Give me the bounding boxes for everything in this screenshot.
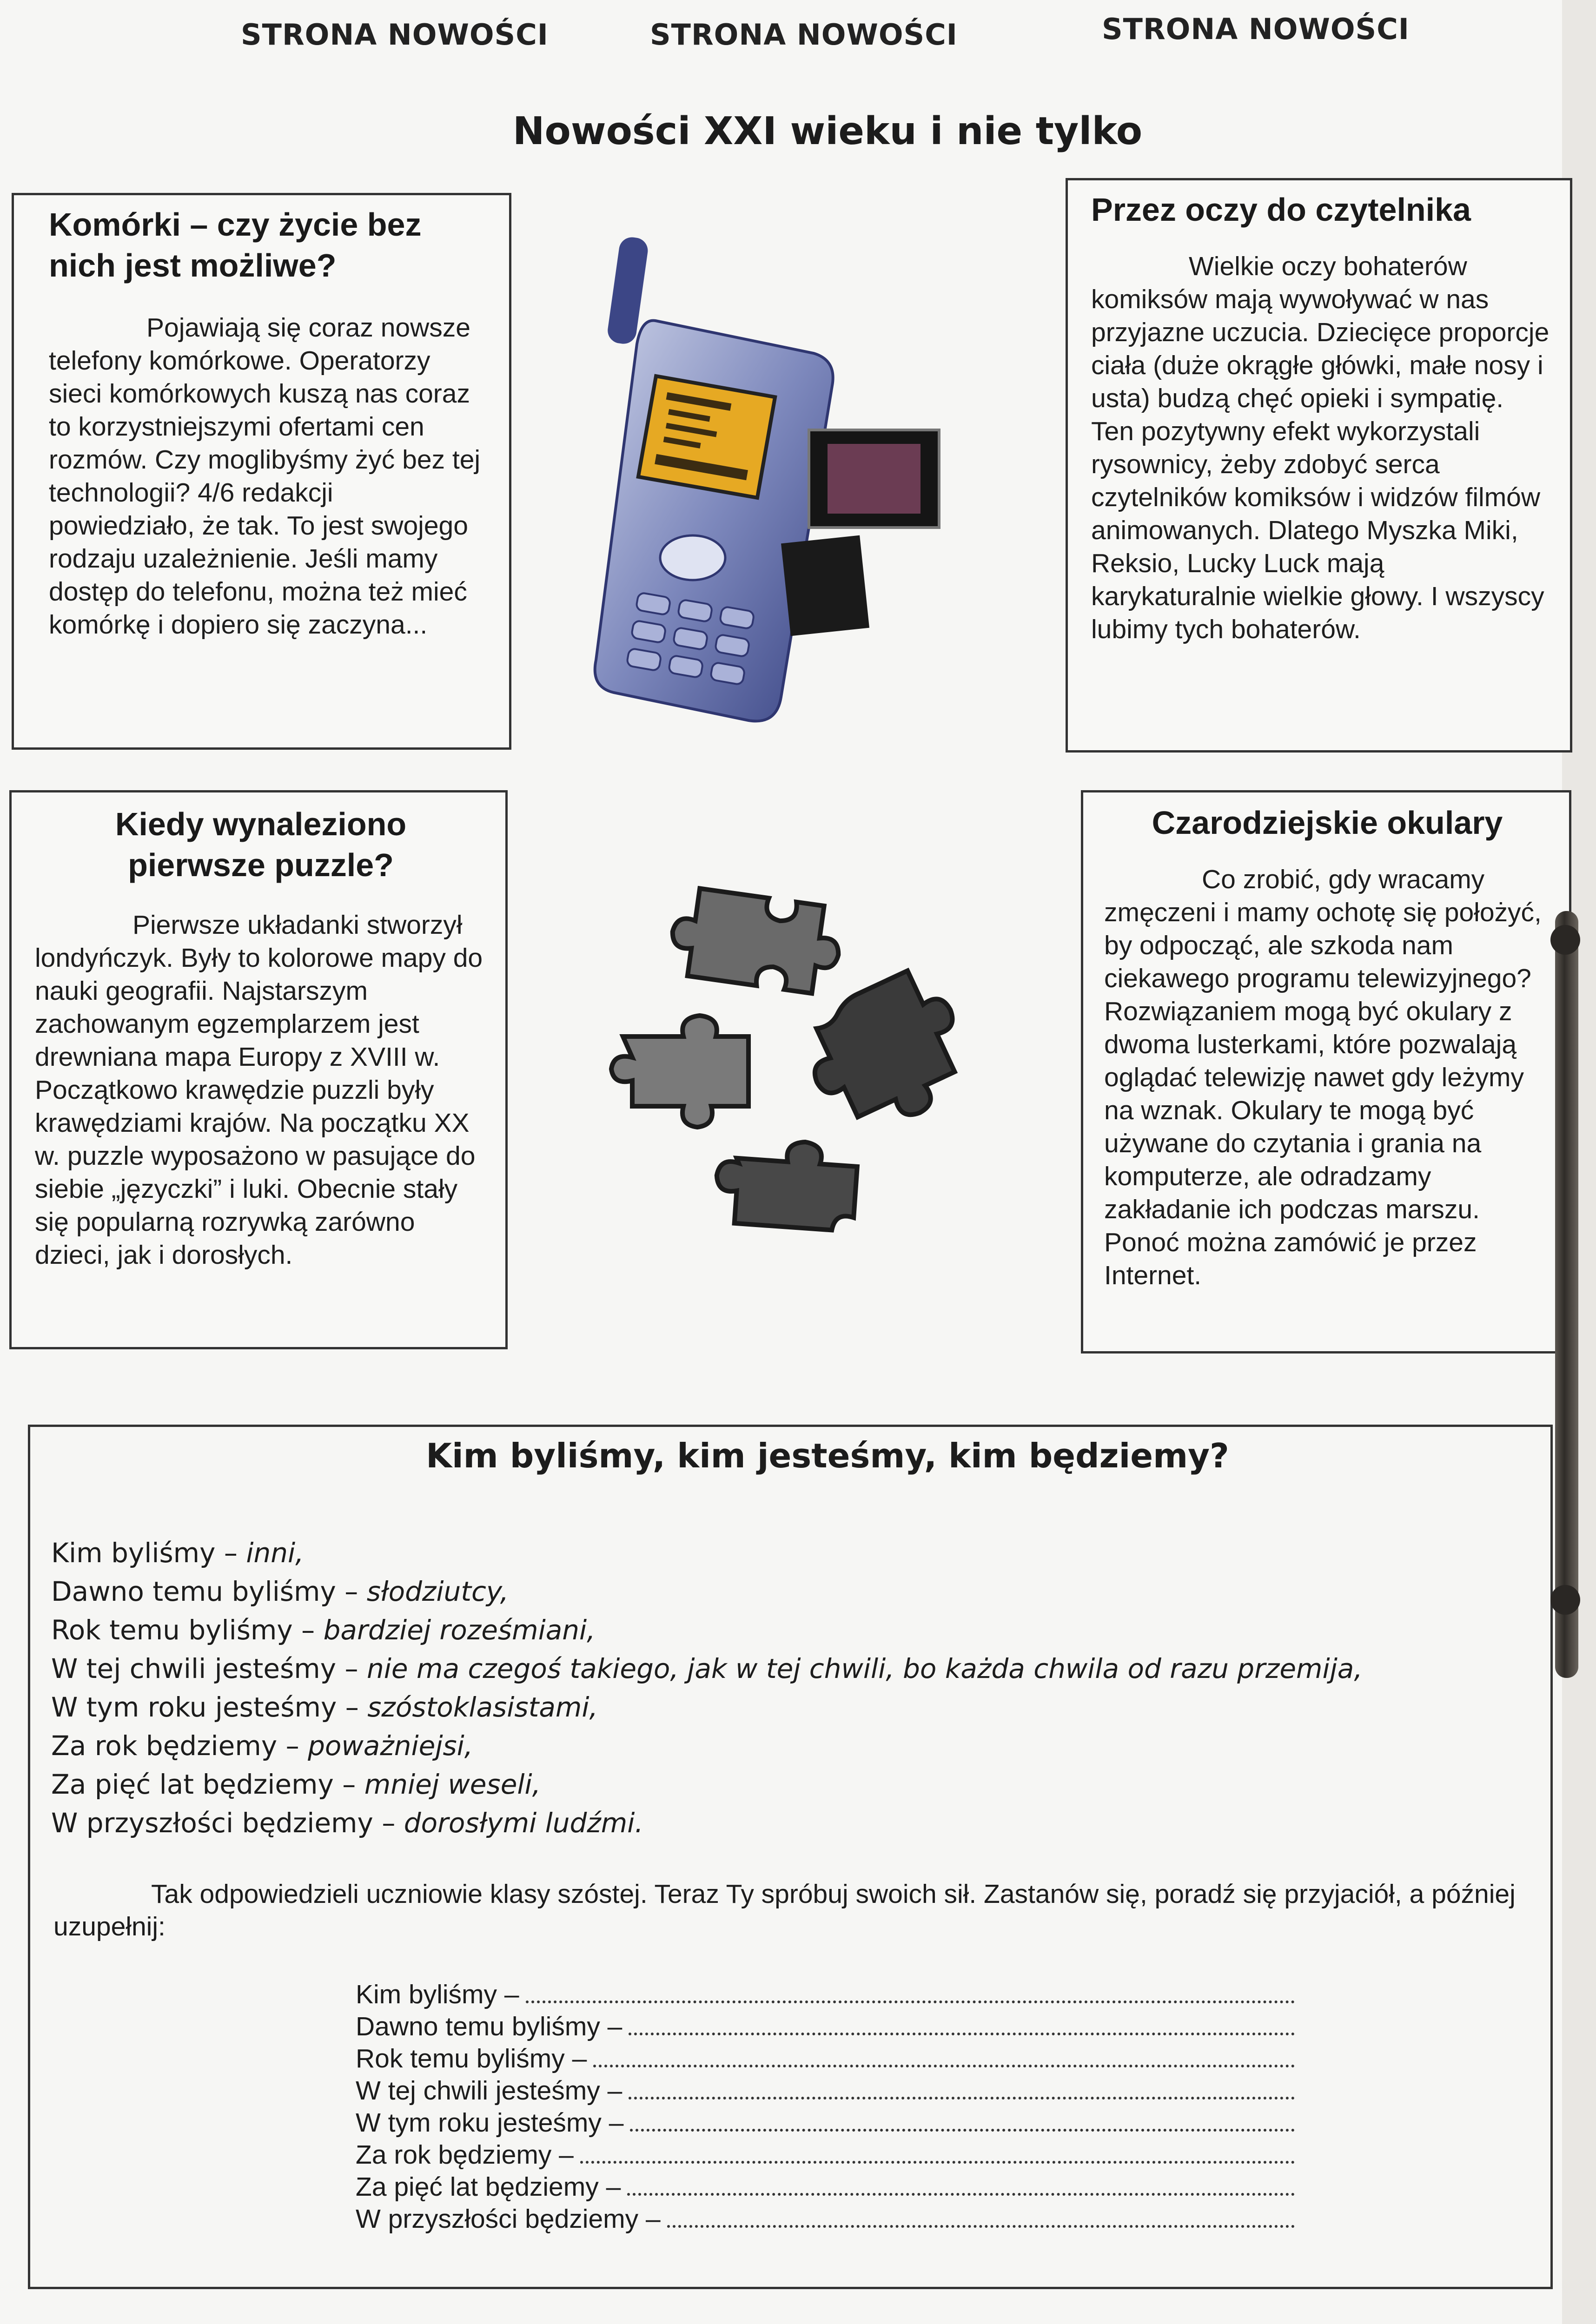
section-header-right: STRONA NOWOŚCI — [1102, 12, 1410, 46]
fill-in-blank[interactable] — [593, 2065, 1295, 2067]
fill-in-blank[interactable] — [580, 2161, 1295, 2164]
punch-hole — [1550, 925, 1580, 955]
poem-line — [51, 1765, 1363, 1804]
poem-line-prefix: Rok temu byliśmy – — [51, 1614, 324, 1646]
fill-in-exercise — [356, 1978, 1295, 2234]
poem-line — [51, 1650, 1363, 1688]
fill-in-label: Za rok będziemy – — [356, 2140, 574, 2170]
poem-line-answer: nie ma czegoś takiego, jak w tej chwili, bo każda chwila od razu przemija, — [366, 1653, 1363, 1684]
fill-in-row[interactable] — [356, 2138, 1295, 2170]
fill-in-row[interactable] — [356, 2106, 1295, 2138]
poem-line-prefix: Za rok będziemy – — [51, 1730, 308, 1762]
fill-in-row[interactable] — [356, 2074, 1295, 2106]
poem-line-prefix: W tej chwili jesteśmy – — [51, 1653, 367, 1684]
poem-line-answer: inni, — [246, 1537, 304, 1569]
fill-in-blank[interactable] — [630, 2129, 1295, 2132]
mobile-phone-image — [586, 232, 958, 734]
fill-in-label: Kim byliśmy – — [356, 1980, 519, 2009]
article-phones — [12, 193, 511, 750]
poem-line-prefix: Dawno temu byliśmy – — [51, 1576, 367, 1607]
fill-in-label: Za pięć lat będziemy – — [356, 2172, 621, 2202]
fill-in-row[interactable] — [356, 1978, 1295, 2010]
section-header-left: STRONA NOWOŚCI — [241, 18, 549, 52]
fill-in-row[interactable] — [356, 2010, 1295, 2042]
punch-hole — [1550, 1585, 1580, 1615]
fill-in-blank[interactable] — [667, 2225, 1295, 2228]
fill-in-blank[interactable] — [627, 2193, 1295, 2196]
poem-line — [51, 1804, 1363, 1842]
fill-in-row[interactable] — [356, 2042, 1295, 2074]
page-title: Nowości XXI wieku i nie tylko — [512, 109, 1143, 153]
poem-title: Kim byliśmy, kim jesteśmy, kim będziemy? — [426, 1436, 1229, 1475]
article-puzzle-title: Kiedy wynaleziono pierwsze puzzle? — [115, 806, 407, 883]
article-phones-text: Pojawiają się coraz nowsze telefony komórkowe. Operatorzy sieci komórkowych kuszą nas coraz to korzystniejszymi ofertami cen rozmów. Czy moglibyśmy żyć bez tej technologii? 4/6 redakcji powiedziało, że tak. To jest swojego rodzaju uzależnienie. Jeśli mamy dostęp do telefonu, można też mieć komórkę i dopiero się zaczyna... — [49, 313, 481, 640]
poem-line-prefix: W przyszłości będziemy – — [51, 1807, 404, 1839]
poem-line-prefix: Kim byliśmy – — [51, 1537, 246, 1569]
fill-in-blank[interactable] — [629, 2033, 1295, 2035]
poem-line — [51, 1688, 1363, 1727]
binder-strip — [1555, 911, 1578, 1678]
article-glasses-title: Czarodziejskie okulary — [1152, 805, 1503, 841]
fill-in-row[interactable] — [356, 2170, 1295, 2202]
fill-in-blank[interactable] — [629, 2097, 1295, 2100]
poem-line — [51, 1611, 1363, 1650]
fill-in-blank[interactable] — [526, 2000, 1295, 2003]
poem-line — [51, 1534, 1363, 1572]
article-eyes — [1066, 178, 1572, 753]
fill-in-label: W tej chwili jesteśmy – — [356, 2076, 623, 2106]
article-glasses — [1081, 790, 1571, 1353]
fill-in-label: Rok temu byliśmy – — [356, 2044, 587, 2073]
poem-line-answer: mniej weseli, — [364, 1769, 541, 1800]
poem-line — [51, 1572, 1363, 1611]
poem-line-answer: szóstoklasistami, — [367, 1691, 598, 1723]
poem-line-answer: poważniejsi, — [308, 1730, 473, 1762]
article-puzzle-text: Pierwsze układanki stworzył londyńczyk. Były to kolorowe mapy do nauki geografii. Najstarszym zachowanym egzemplarzem jest drewniana mapa Europy z XVIII w. Początkowo krawędzie puzzli były krawędziami krajów. Na początku XX w. puzzle wyposażono w pasujące do siebie „języczki” i luki. Obecnie stały się popularną rozrywką zarówno dzieci, jak i dorosłych. — [35, 910, 483, 1270]
poem-line-prefix: Za pięć lat będziemy – — [51, 1769, 364, 1800]
article-glasses-text: Co zrobić, gdy wracamy zmęczeni i mamy ochotę się położyć, by odpocząć, ale szkoda nam ciekawego programu telewizyjnego? Rozwiązaniem mogą być okulary z dwoma lusterkami, które pozwalają oglądać telewizję nawet gdy leżymy na wznak. Okulary te mogą być używane do czytania i grania na komputerze, ale odradzamy zakładanie ich podczas marszu. Ponoć można zamówić je przez Internet. — [1104, 864, 1542, 1290]
article-phones-title: Komórki – czy życie bez nich jest możliwe? — [49, 206, 422, 284]
fill-in-label: W przyszłości będziemy – — [356, 2204, 661, 2234]
section-header-center: STRONA NOWOŚCI — [650, 18, 958, 52]
poem-line-prefix: W tym roku jesteśmy – — [51, 1691, 368, 1723]
poem-line-answer: bardziej roześmiani, — [323, 1614, 596, 1646]
article-eyes-text: Wielkie oczy bohaterów komiksów mają wywoływać w nas przyjazne uczucia. Dziecięce proporcje ciała (duże okrągłe główki, małe nosy i usta) budzą chęć opieki i sympatię. Ten pozytywny efekt wykorzystali rysownicy, żeby zdobyć serca czytelników komiksów i widzów filmów animowanych. Dlatego Myszka Miki, Reksio, Lucky Luck mają karykaturalnie wielkie głowy. I wszyscy lubimy tych bohaterów. — [1091, 251, 1550, 644]
poem-line-answer: dorosłymi ludźmi. — [404, 1807, 643, 1839]
puzzle-pieces-image — [595, 883, 1004, 1255]
article-puzzle — [9, 790, 508, 1349]
article-eyes-title: Przez oczy do czytelnika — [1091, 191, 1471, 228]
poem-lines — [51, 1534, 1363, 1842]
fill-in-row[interactable] — [356, 2202, 1295, 2234]
poem-line — [51, 1727, 1363, 1765]
fill-in-label: W tym roku jesteśmy – — [356, 2108, 624, 2138]
fill-in-label: Dawno temu byliśmy – — [356, 2012, 623, 2041]
exercise-instruction: Tak odpowiedzieli uczniowie klasy szóstej. Teraz Ty spróbuj swoich sił. Zastanów się, poradź się przyjaciół, a później uzupełnij: — [53, 1879, 1516, 1941]
poem-line-answer: słodziutcy, — [366, 1576, 509, 1607]
